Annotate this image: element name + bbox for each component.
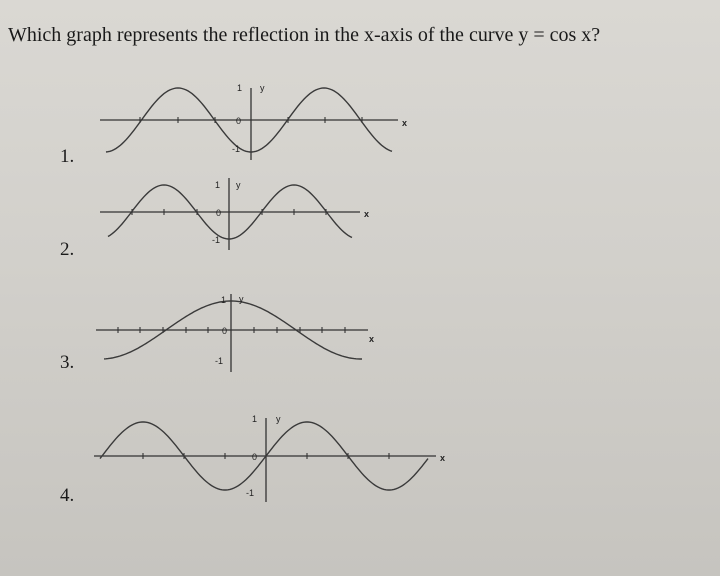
choice-4-origin: 0 <box>252 452 258 462</box>
choice-1-top-tick: 1 <box>237 83 243 93</box>
choice-2-top-tick: 1 <box>215 180 221 190</box>
choice-3-y-label: y <box>239 294 244 304</box>
choice-2-x-label: x <box>364 209 370 219</box>
choice-3-number[interactable]: 3. <box>60 352 75 373</box>
choice-1-y-label: y <box>260 83 265 93</box>
choice-1-number[interactable]: 1. <box>60 146 75 167</box>
choice-1-bottom-tick: -1 <box>232 144 241 154</box>
choice-2-origin: 0 <box>216 208 222 218</box>
choice-1-origin: 0 <box>236 116 242 126</box>
choice-4-number[interactable]: 4. <box>60 485 75 506</box>
choice-3-origin: 0 <box>222 326 228 336</box>
choice-3-top-tick: 1 <box>221 295 227 305</box>
choice-2-number[interactable]: 2. <box>60 239 75 260</box>
choice-4-top-tick: 1 <box>252 414 258 424</box>
choice-4-bottom-tick: -1 <box>246 488 255 498</box>
choice-4-x-label: x <box>440 453 446 463</box>
choice-2-bottom-tick: -1 <box>212 235 221 245</box>
choice-4-y-label: y <box>276 414 281 424</box>
choice-2-y-label: y <box>236 180 241 190</box>
choice-3-x-label: x <box>369 334 375 344</box>
choice-3-bottom-tick: -1 <box>215 356 224 366</box>
choice-1-x-label: x <box>402 118 408 128</box>
question-text: Which graph represents the reflection in the x-axis of the curve y = cos x? <box>8 24 601 46</box>
